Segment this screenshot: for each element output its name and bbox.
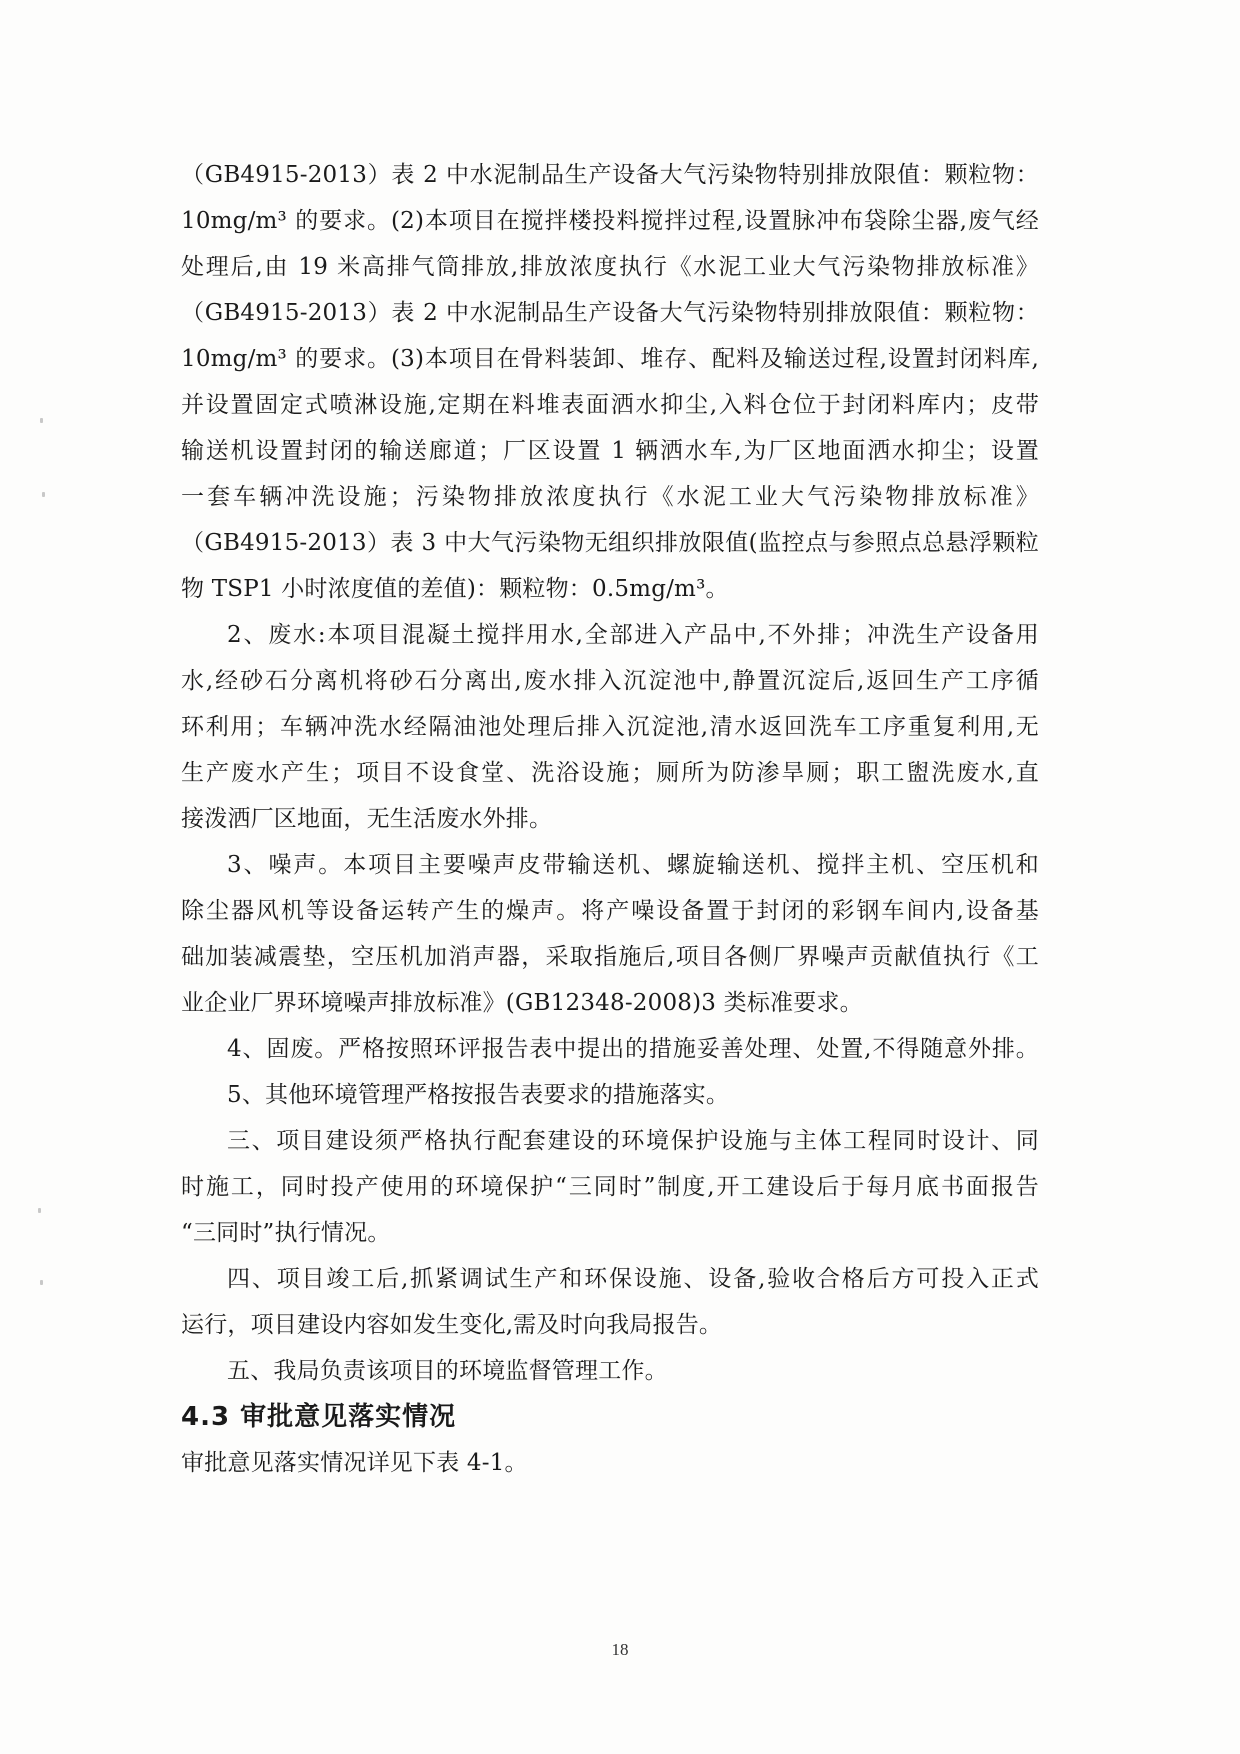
text-line: 环利用；车辆冲洗水经隔油池处理后排入沉淀池,清水返回洗车工序重复利用,无: [181, 714, 1039, 740]
paragraph-supervision: 五、我局负责该项目的环境监督管理工作。: [227, 1358, 668, 1384]
text-line: （GB4915-2013）表 2 中水泥制品生产设备大气污染物特别排放限值：颗粒物：: [181, 162, 1039, 188]
paragraph-three-simultaneous: 三、项目建设须严格执行配套建设的环境保护设施与主体工程同时设计、同: [227, 1128, 1039, 1154]
text-line: 并设置固定式喷淋设施,定期在料堆表面洒水抑尘,入料仓位于封闭料库内；皮带: [181, 392, 1039, 418]
paragraph-solid-waste: 4、固废。严格按照环评报告表中提出的措施妥善处理、处置,不得随意外排。: [227, 1036, 1039, 1062]
body-text: [181, 152, 1039, 1486]
text-line: 输送机设置封闭的输送廊道；厂区设置 1 辆洒水车,为厂区地面洒水抑尘；设置: [181, 438, 1039, 464]
text-line: 除尘器风机等设备运转产生的燥声。将产噪设备置于封闭的彩钢车间内,设备基: [181, 898, 1039, 924]
text-line: 础加装减震垫，空压机加消声器，采取指施后,项目各侧厂界噪声贡献值执行《工: [181, 944, 1039, 970]
text-line: 物 TSP1 小时浓度值的差值)：颗粒物：0.5mg/m³。: [181, 576, 729, 602]
text-line: “三同时”执行情况。: [181, 1220, 391, 1246]
text-line: （GB4915-2013）表 2 中水泥制品生产设备大气污染物特别排放限值：颗粒物：: [181, 300, 1039, 326]
scan-mark: [40, 418, 43, 423]
text-line: 时施工，同时投产使用的环境保护“三同时”制度,开工建设后于每月底书面报告: [181, 1174, 1039, 1200]
paragraph-noise: 3、噪声。本项目主要噪声皮带输送机、螺旋输送机、搅拌主机、空压机和: [227, 852, 1039, 878]
scan-mark: [40, 1280, 43, 1285]
text-line: 运行，项目建设内容如发生变化,需及时向我局报告。: [181, 1312, 723, 1338]
text-line: （GB4915-2013）表 3 中大气污染物无组织排放限值(监控点与参照点总悬浮颗粒: [181, 530, 1039, 556]
scan-mark: [38, 1208, 41, 1213]
page-number: 18: [611, 1640, 629, 1659]
text-line: 处理后,由 19 米高排气筒排放,排放浓度执行《水泥工业大气污染物排放标准》: [181, 254, 1039, 280]
scan-mark: [42, 492, 45, 497]
section-heading: 4.3 审批意见落实情况: [181, 1402, 457, 1432]
paragraph-other-management: 5、其他环境管理严格按报告表要求的措施落实。: [227, 1082, 730, 1108]
text-line: 水,经砂石分离机将砂石分离出,废水排入沉淀池中,静置沉淀后,返回生产工序循: [181, 668, 1039, 694]
text-line: 业企业厂界环境噪声排放标准》(GB12348-2008)3 类标准要求。: [181, 990, 863, 1016]
text-line: 10mg/m³ 的要求。(3)本项目在骨料装卸、堆存、配料及输送过程,设置封闭料库,: [181, 346, 1039, 372]
text-line: 10mg/m³ 的要求。(2)本项目在搅拌楼投料搅拌过程,设置脉冲布袋除尘器,废气经: [181, 208, 1039, 234]
paragraph-completion: 四、项目竣工后,抓紧调试生产和环保设施、设备,验收合格后方可投入正式: [227, 1266, 1039, 1292]
paragraph-wastewater: 2、废水:本项目混凝土搅拌用水,全部进入产品中,不外排；冲洗生产设备用: [227, 622, 1039, 648]
text-line: 一套车辆冲洗设施；污染物排放浓度执行《水泥工业大气污染物排放标准》: [181, 484, 1039, 510]
text-line: 接泼洒厂区地面，无生活废水外排。: [181, 806, 553, 832]
text-line: 生产废水产生；项目不设食堂、洗浴设施；厕所为防渗旱厕；职工盥洗废水,直: [181, 760, 1039, 786]
section-intro-text: 审批意见落实情况详见下表 4-1。: [181, 1450, 528, 1476]
